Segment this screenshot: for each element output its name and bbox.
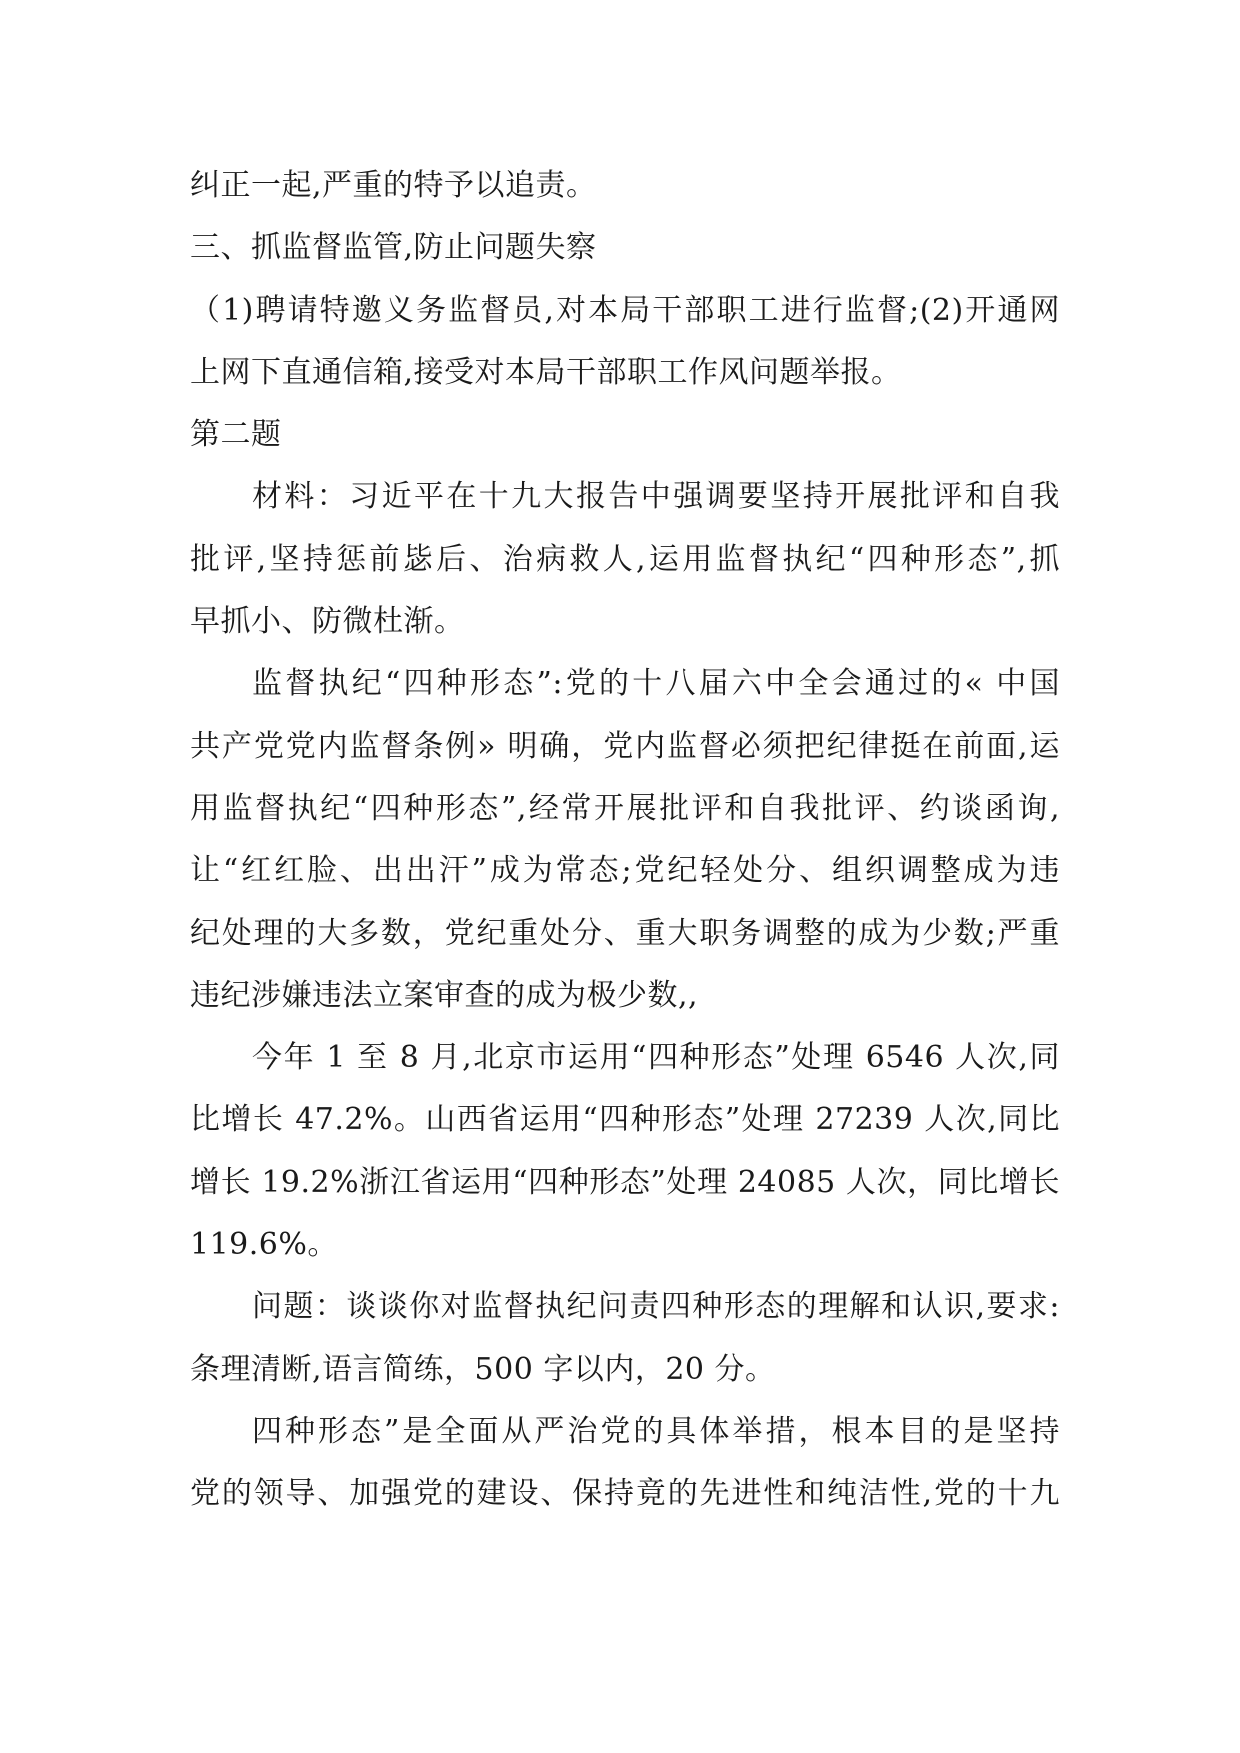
text-line: 四种形态”是全面从严治党的具体举措，根本目的是坚持 <box>252 1413 1060 1449</box>
text-line: 监督执纪“四种形态”:党的十八届六中全会通过的« 中国 <box>252 666 1060 702</box>
text-line: 党的领导、加强党的建设、保持竟的先进性和纯洁性,党的十九 <box>190 1476 1060 1512</box>
document-body <box>190 155 1060 1526</box>
text-line: 违纪涉嫌违法立案审查的成为极少数,, <box>190 977 699 1013</box>
text-line: 纪处理的大多数，党纪重处分、重大职务调整的成为少数;严重 <box>190 915 1060 951</box>
text-line: 早抓小、防微杜渐。 <box>190 604 465 640</box>
text-line: 问题：谈谈你对监督执纪问责四种形态的理解和认识,要求: <box>252 1289 1060 1325</box>
text-line: 增长 19.2%浙江省运用“四种形态”处理 24085 人次，同比增长 <box>190 1164 1060 1200</box>
text-line: （1)聘请特邀义务监督员,对本局干部职工进行监督;(2)开通网 <box>190 292 1060 328</box>
text-line: 比增长 47.2%。山西省运用“四种形态”处理 27239 人次,同比 <box>190 1102 1060 1138</box>
question-heading: 第二题 <box>190 417 282 453</box>
text-line: 上网下直通信箱,接受对本局干部职工作风问题举报。 <box>190 354 902 390</box>
section-heading: 三、抓监督监管,防止问题失察 <box>190 230 597 266</box>
text-line: 条理清断,语言简练，500 字以内，20 分。 <box>190 1351 776 1387</box>
text-line: 材料：习近平在十九大报告中强调要坚持开展批评和自我 <box>252 479 1060 515</box>
text-line: 让“红红脸、出出汗”成为常态;党纪轻处分、组织调整成为违 <box>190 853 1060 889</box>
text-line: 批评,坚持惩前毖后、治病救人,运用监督执纪“四种形态”,抓 <box>190 541 1060 577</box>
text-line: 今年 1 至 8 月,北京市运用“四种形态”处理 6546 人次,同 <box>252 1040 1060 1076</box>
text-line: 共产党党内监督条例» 明确，党内监督必须把纪律挺在前面,运 <box>190 728 1060 764</box>
text-line: 119.6%。 <box>190 1227 338 1263</box>
text-line: 纠正一起,严重的特予以追责。 <box>190 168 597 203</box>
text-line: 用监督执纪“四种形态”,经常开展批评和自我批评、约谈函询, <box>190 790 1060 826</box>
